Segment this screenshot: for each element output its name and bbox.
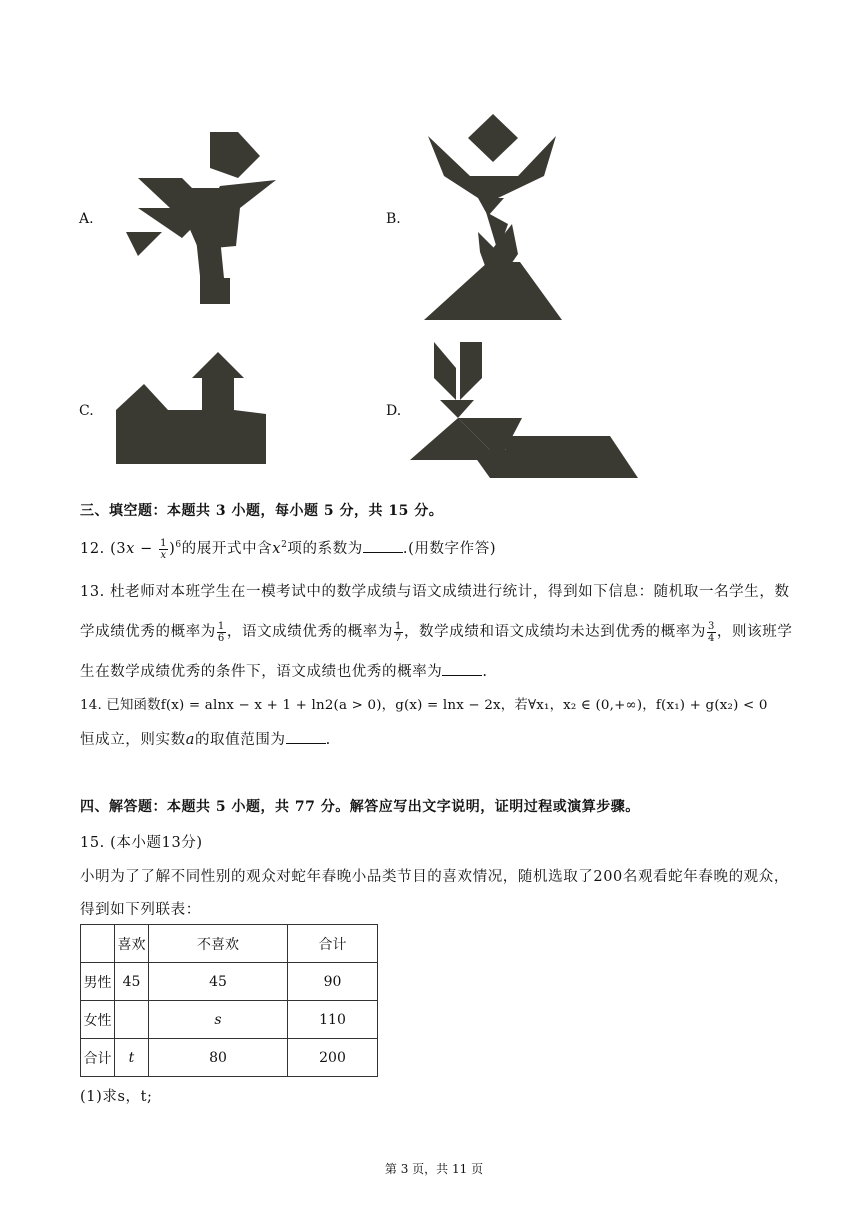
q13-prob-math <box>217 621 226 644</box>
table-cell: 合计 <box>81 1039 115 1077</box>
table-header-cell: 喜欢 <box>115 925 149 963</box>
q13-text-d: ，则该班学 <box>716 624 793 640</box>
table-cell: 男性 <box>81 963 115 1001</box>
table-cell: 45 <box>115 963 149 1001</box>
table-header-cell: 不喜欢 <box>149 925 288 963</box>
q13-p3-den: 4 <box>707 632 715 644</box>
q13-text-e: 生在数学成绩优秀的条件下，语文成绩也优秀的概率为 <box>80 664 443 680</box>
question-15-title: 15. (本小题13分) <box>80 835 203 851</box>
table-header-cell <box>81 925 115 963</box>
q14-answer-blank <box>286 731 326 744</box>
q12-close: ) <box>169 541 176 557</box>
table-cell: 女性 <box>81 1001 115 1039</box>
question-13-line-2 <box>80 620 792 644</box>
table-cell: 80 <box>149 1039 288 1077</box>
page-footer: 第 3 页，共 11 页 <box>384 1162 484 1176</box>
question-13-line-1: 13. 杜老师对本班学生在一模考试中的数学成绩与语文成绩进行统计，得到如下信息：随机取一名学生，数 <box>80 584 790 600</box>
q12-text1: 的展开式中含 <box>181 541 273 557</box>
q13-prob-chinese <box>394 621 403 644</box>
question-14-line-2 <box>80 728 331 749</box>
q12-frac-den: x <box>160 549 167 561</box>
q13-text-c: ，数学成绩和语文成绩均未达到优秀的概率为 <box>403 624 706 640</box>
q13-p3-num: 3 <box>707 620 715 632</box>
table-cell: t <box>115 1039 149 1077</box>
q12-text2: 项的系数为 <box>287 541 363 557</box>
q12-fraction <box>159 538 168 561</box>
q13-p1-num: 1 <box>217 620 225 632</box>
section-3-heading: 三、填空题：本题共 3 小题，每小题 5 分，共 15 分。 <box>80 503 444 519</box>
table-row <box>81 1039 378 1077</box>
q12-x2-power: 2 <box>281 540 288 551</box>
q12-frac-num: 1 <box>160 537 168 549</box>
q14-text-a: 恒成立，则实数 <box>80 732 186 748</box>
table-cell: 200 <box>288 1039 378 1077</box>
q12-power: 6 <box>175 540 182 551</box>
question-15-line-2: 得到如下列联表： <box>80 902 201 918</box>
table-cell <box>115 1001 149 1039</box>
q14-text-c: . <box>325 732 331 748</box>
question-14-line-1: 14. 已知函数f(x) = alnx − x + 1 + ln2(a > 0)，g(x) = lnx − 2x，若∀x₁，x₂ ∈ (0,+∞)，f(x₁) + g(x₂) < 0 <box>80 698 768 713</box>
q13-text-b: ，语文成绩优秀的概率为 <box>226 624 393 640</box>
q14-var-a: a <box>185 732 195 748</box>
q13-text-a: 学成绩优秀的概率为 <box>80 624 216 640</box>
q12-var-x: x <box>126 541 135 557</box>
q12-prefix: 12. (3 <box>80 541 127 557</box>
question-13-line-3 <box>80 660 488 681</box>
question-15-line-1: 小明为了了解不同性别的观众对蛇年春晚小品类节目的喜欢情况，随机选取了200名观看蛇年春晚的观众， <box>80 869 789 885</box>
tangram-figure-b <box>418 112 568 322</box>
question-15-part-1: (1)求s，t; <box>80 1089 153 1105</box>
contingency-table <box>80 924 378 1077</box>
q12-text3: .(用数字作答) <box>402 541 497 557</box>
question-12 <box>80 537 496 561</box>
q13-text-f: . <box>482 664 488 680</box>
option-a-label: A. <box>79 211 94 227</box>
tangram-figure-a <box>120 128 280 308</box>
section-4-heading: 四、解答题：本题共 5 小题，共 77 分。解答应写出文字说明，证明过程或演算步骤。 <box>80 799 640 815</box>
table-cell: s <box>149 1001 288 1039</box>
q13-p1-den: 6 <box>217 632 225 644</box>
option-c-label: C. <box>79 403 94 419</box>
option-d-label: D. <box>386 403 402 419</box>
q13-answer-blank <box>442 663 482 676</box>
table-cell: 45 <box>149 963 288 1001</box>
table-row <box>81 963 378 1001</box>
tangram-figure-d <box>410 340 642 480</box>
table-header-cell: 合计 <box>288 925 378 963</box>
q13-prob-neither <box>707 621 716 644</box>
tangram-figure-c <box>116 350 266 465</box>
table-cell: 110 <box>288 1001 378 1039</box>
table-cell: 90 <box>288 963 378 1001</box>
q12-x2-base: x <box>272 541 282 557</box>
table-header-row <box>81 925 378 963</box>
q13-p2-num: 1 <box>394 620 402 632</box>
table-row <box>81 1001 378 1039</box>
q14-text-b: 的取值范围为 <box>194 732 286 748</box>
q12-answer-blank <box>363 540 403 553</box>
option-b-label: B. <box>386 211 401 227</box>
q12-minus: − <box>134 541 159 557</box>
q13-p2-den: 7 <box>394 632 402 644</box>
